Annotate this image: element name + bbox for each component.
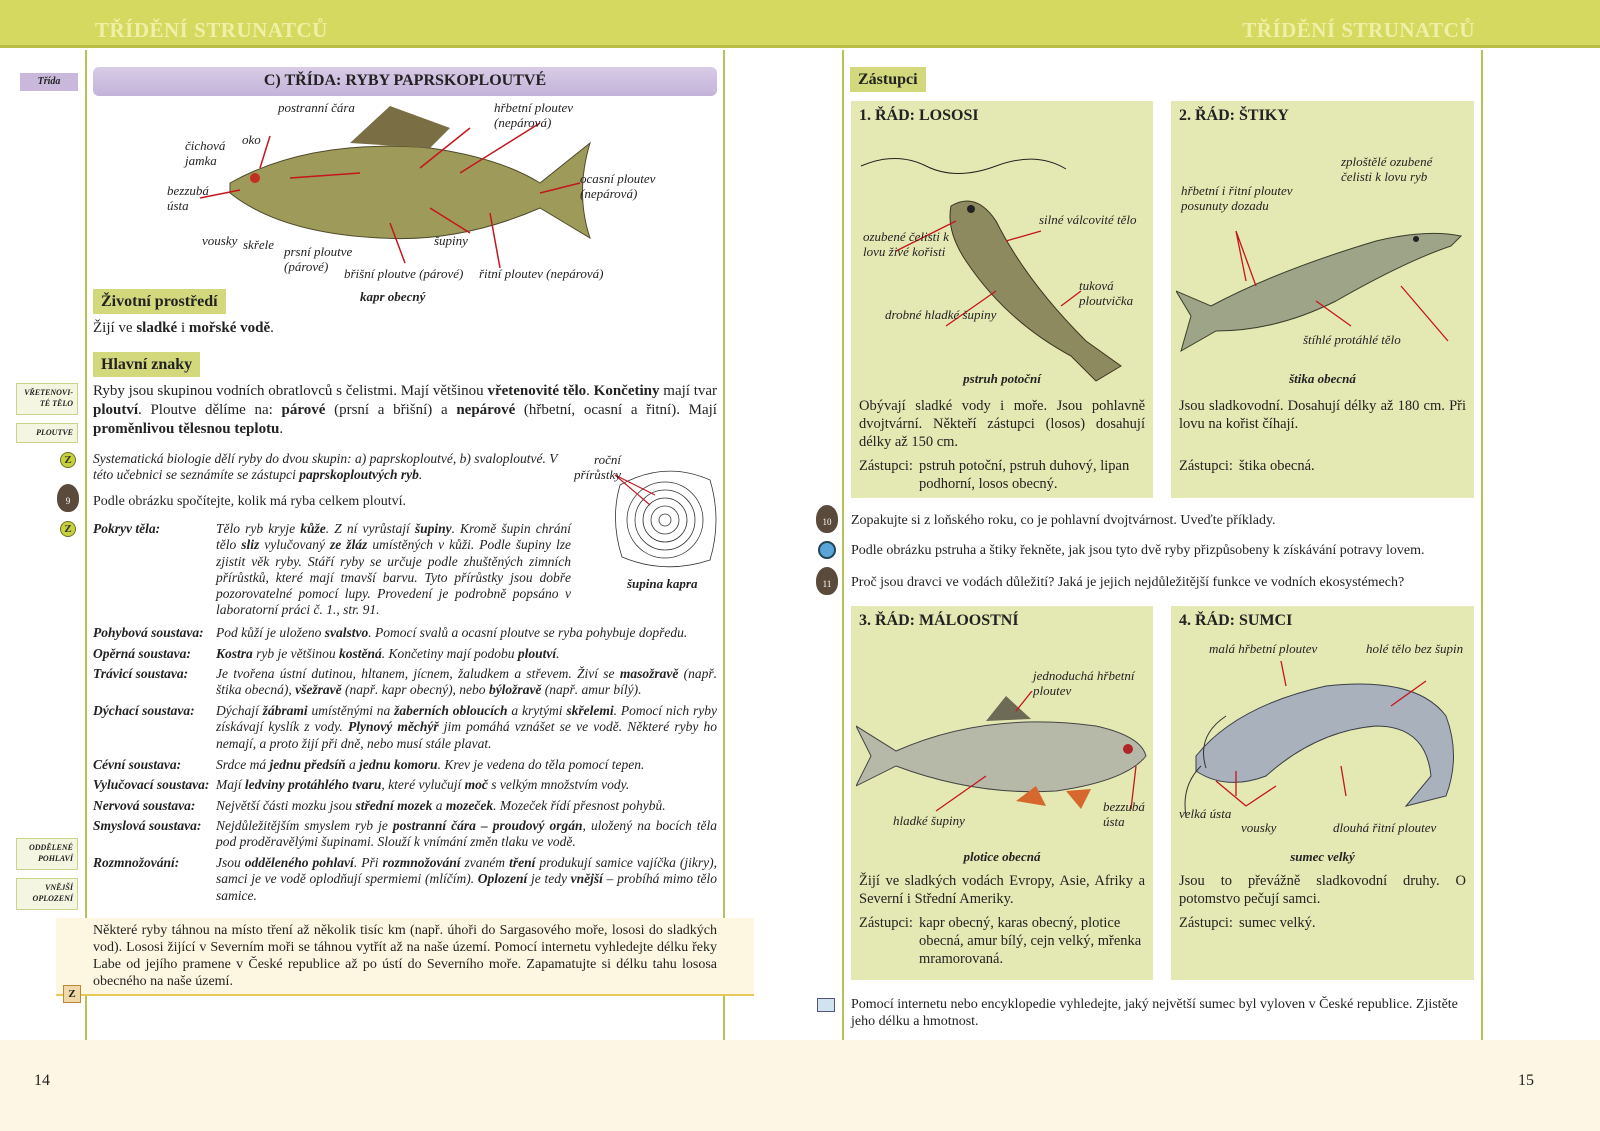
carp-label: ocasní ploutev (nepárová) [580,171,656,201]
order-description: Obývají sladké vody i moře. Jsou pohlavně dvojtvární. Někteří zástupci (losos) dosahují délky až 150 cm. [859,398,1145,450]
z-icon: Z [60,452,76,468]
system-description: Kostra ryb je většinou kostěná. Končetiny mají podobu ploutví. [216,646,560,661]
owl-icon: 11 [816,567,838,595]
owl-icon: 10 [816,505,838,533]
system-term: Pokryv těla: [93,521,161,536]
divider [85,50,87,1040]
system-term: Rozmnožování: [93,855,180,870]
catfish-illustration [1176,656,1471,816]
order-panel-catfish [1171,606,1474,980]
trout-label: ozubené čelisti k lovu živé kořisti [863,229,949,259]
system-term: Vylučovací soustava: [93,777,210,792]
carp-label: oko [242,132,261,147]
reps-list: sumec velký. [1238,915,1316,931]
carp-label: čichová jamka [185,138,226,168]
question-magnifier: Podle obrázku pstruha a štiky řekněte, jak jsou tyto dvě ryby přizpůsobeny k získávání potravy lovem. [851,543,1425,558]
pike-label: zploštělé ozubené čelisti k lovu ryb [1341,154,1433,184]
page-number-left: 14 [34,1072,50,1089]
system-description: Jsou odděleného pohlaví. Při rozmnožování zvaném tření produkují samice vajíčka (jikry), samci je ve vodě oplodňují spermiemi (mlíčím). Oplození je tedy vnější – probíhá mimo tělo samice. [216,855,718,903]
scale-caption: šupina kapra [627,576,698,591]
order-panel-salmon [851,101,1153,498]
computer-icon [817,998,835,1012]
carp-caption: kapr obecný [360,289,426,304]
order-panel-pike [1171,101,1474,498]
section-title: C) TŘÍDA: RYBY PAPRSKOPLOUTVÉ [93,67,717,96]
carp-label: postranní čára [278,100,355,115]
system-description: Je tvořena ústní dutinou, hltanem, jícnem, žaludkem a střevem. Živí se masožravě (např. štika obecná), všežravě (např. kapr obecný), nebo býložravě (např. amur bílý). [216,666,717,698]
reps-label: Zástupci: [1179,458,1233,474]
side-label: PLOUTVE [16,423,78,443]
side-label: VNĚJŠÍ OPLOZENÍ [16,878,78,910]
trout-illustration [856,131,1146,391]
order-title: 2. ŘÁD: ŠTIKY [1179,107,1289,124]
species-caption: pstruh potoční [963,371,1041,386]
reps-list: pstruh potoční, pstruh duhový, lipan podhorní, losos obecný. [918,458,1130,492]
carp-label: břišní ploutve (párové) [344,266,464,281]
representatives-tag: Zástupci [850,67,926,92]
page-number-right: 15 [1518,1072,1534,1089]
side-label: ODDĚLENÉ POHLAVÍ [16,838,78,870]
catfish-label: dlouhá řitní ploutev [1333,820,1437,835]
header-title-right: TŘÍDĚNÍ STRUNATCŮ [1242,18,1475,42]
reps-label: Zástupci: [859,915,913,931]
carp-label: skřele [243,237,275,252]
system-term: Nervová soustava: [93,798,196,813]
roach-label: hladké šupiny [893,813,965,828]
system-term: Trávicí soustava: [93,666,189,681]
scale-label: roční přírůstky [574,452,621,482]
carp-label: řitní ploutev (nepárová) [479,266,604,281]
pike-label: štíhlé protáhlé tělo [1303,332,1401,347]
system-term: Smyslová soustava: [93,818,202,833]
order-representatives [859,457,1145,493]
page-footer [0,1040,1600,1131]
roach-label: jednoduchá hřbetní ploutev [1033,668,1135,698]
system-description: Největší části mozku jsou střední mozek a mozeček. Mozeček řídí přesnost pohybů. [216,798,666,813]
system-term: Dýchací soustava: [93,703,195,718]
scale-illustration [610,465,720,575]
features-text: Ryby jsou skupinou vodních obratlovců s čelistmi. Mají většinou vřetenovité tělo. Končetiny mají tvar ploutví. Ploutve dělíme na: párové (prsní a břišní) a nepárové (hřbetní, ocasní a řitní). Mají proměnlivou tělesnou teplotu. [93,383,718,437]
carp-label: bezzubá ústa [167,183,209,213]
order-representatives [1179,914,1466,932]
carp-label: vousky [202,233,238,248]
reps-list: kapr obecný, karas obecný, plotice obecná, amur bílý, cejn velký, mřenka mramorovaná. [918,915,1142,967]
class-tag: Třída [20,73,78,91]
z-icon: Z [60,521,76,537]
magnifier-icon [818,541,836,559]
carp-label: prsní ploutve (párové) [284,244,353,274]
reps-list: štika obecná. [1238,458,1315,474]
order-title: 3. ŘÁD: MÁLOOSTNÍ [859,612,1019,629]
reps-label: Zástupci: [859,458,913,474]
divider [723,50,725,1040]
species-caption: štika obecná [1289,371,1356,386]
catfish-label: malá hřbetní ploutev [1209,641,1318,656]
order-description: Žijí ve sladkých vodách Evropy, Asie, Afriky a Severní i Střední Ameriky. [859,873,1145,907]
system-term: Cévní soustava: [93,757,182,772]
divider [1481,50,1483,1040]
question-11: Proč jsou dravci ve vodách důležití? Jaká je jejich nejdůležitější funkce ve vodních ekosystémech? [851,575,1405,590]
side-label: VŘETENOVI-TÉ TĚLO [16,383,78,415]
trout-label: silné válcovité tělo [1039,212,1137,227]
z-task-icon: Z [63,985,81,1003]
order-description: Jsou sladkovodní. Dosahují délky až 180 cm. Při lovu na kořist číhají. [1179,398,1466,432]
catfish-label: vousky [1241,820,1277,835]
system-term: Pohybová soustava: [93,625,204,640]
task-text: Některé ryby táhnou na místo tření až několik tisíc km (např. úhoři do Sargasového moře, lososi do sladkých vod). Lososi žijící v Severním moři se táhnou vytřít až na naše území. Pomocí internetu vyhledejte délku řeky Labe od jejího pramene v České republice až po ústí do Severního moře. Zapamatujte si délku tahu lososa obecného na naše území. [93,923,717,989]
owl-icon: 9 [57,484,79,512]
roach-label: bezzubá ústa [1103,799,1145,829]
trout-label: drobné hladké šupiny [885,307,997,322]
order-representatives [859,914,1145,968]
order-title: 4. ŘÁD: SUMCI [1179,612,1293,629]
question-9: Podle obrázku spočítejte, kolik má ryba celkem ploutví. [93,494,406,509]
catfish-label: velká ústa [1179,806,1232,821]
order-panel-cypriniformes [851,606,1153,980]
system-description: Tělo ryb kryje kůže. Z ní vyrůstají šupiny. Kromě šupin chrání tělo sliz vylučovaný ze žláz umístěných v kůži. Podle šupiny lze zjistit věk ryby. Stáří ryby se určuje podle zhuštěných zimních přírůstků, které mají tmavší barvu. Tyto přírůstky jsou dobře pozorovatelné pomocí lupy. Provedení je podrobně popsáno v laboratorní práci č. 1., str. 91. [216,521,571,618]
question-10: Zopakujte si z loňského roku, co je pohlavní dvojtvárnost. Uveďte příklady. [851,513,1276,528]
system-description: Srdce má jednu předsíň a jednu komoru. Krev je vedena do těla pomocí tepen. [216,757,645,772]
system-description: Pod kůží je uloženo svalstvo. Pomocí svalů a ocasní ploutve se ryba pohybuje dopředu. [216,625,688,640]
carp-label: šupiny [434,233,468,248]
reps-label: Zástupci: [1179,915,1233,931]
header-title-left: TŘÍDĚNÍ STRUNATCŮ [95,18,328,42]
systematics-note: Systematická biologie dělí ryby do dvou skupin: a) paprskoploutvé, b) svaloploutvé. V této učebnici se seznámíte se zástupci paprskoploutvých ryb. [93,451,558,483]
divider [842,50,844,1040]
system-term: Opěrná soustava: [93,646,191,661]
system-description: Dýchají žábrami umístěnými na žaberních obloucích a krytými skřelemi. Pomocí nich ryby získávají kyslík z vody. Plynový měchýř jim pomáhá vznášet se ve vodě. Některé ryby ho nemají, a proto žijí při dně, nebo musí stále plavat. [216,703,717,751]
species-caption: plotice obecná [963,849,1041,864]
features-tag: Hlavní znaky [93,352,200,377]
order-title: 1. ŘÁD: LOSOSI [859,107,979,124]
order-description: Jsou to převážně sladkovodní druhy. O potomstvo pečují samci. [1179,873,1466,907]
system-description: Nejdůležitějším smyslem ryb je postranní čára – proudový orgán, uložený na bocích těla pod proděravělými šupinami. Slouží k vnímání změn tlaku ve vodě. [216,818,718,850]
internet-task: Pomocí internetu nebo encyklopedie vyhledejte, jaký největší sumec byl vyloven v České republice. Zjistěte jeho délku a hmotnost. [851,997,1458,1029]
environment-tag: Životní prostředí [93,289,226,314]
system-description: Mají ledviny protáhlého tvaru, které vylučují moč s velkým množstvím vody. [216,777,630,792]
trout-label: tuková ploutvička [1079,278,1134,308]
carp-label: hřbetní ploutev (nepárová) [494,100,574,130]
pike-label: hřbetní i řitní ploutev posunuty dozadu [1181,183,1293,213]
environment-text: Žijí ve sladké i mořské vodě. [93,320,274,336]
order-representatives [1179,457,1466,475]
species-caption: sumec velký [1290,849,1355,864]
catfish-label: holé tělo bez šupin [1366,641,1464,656]
